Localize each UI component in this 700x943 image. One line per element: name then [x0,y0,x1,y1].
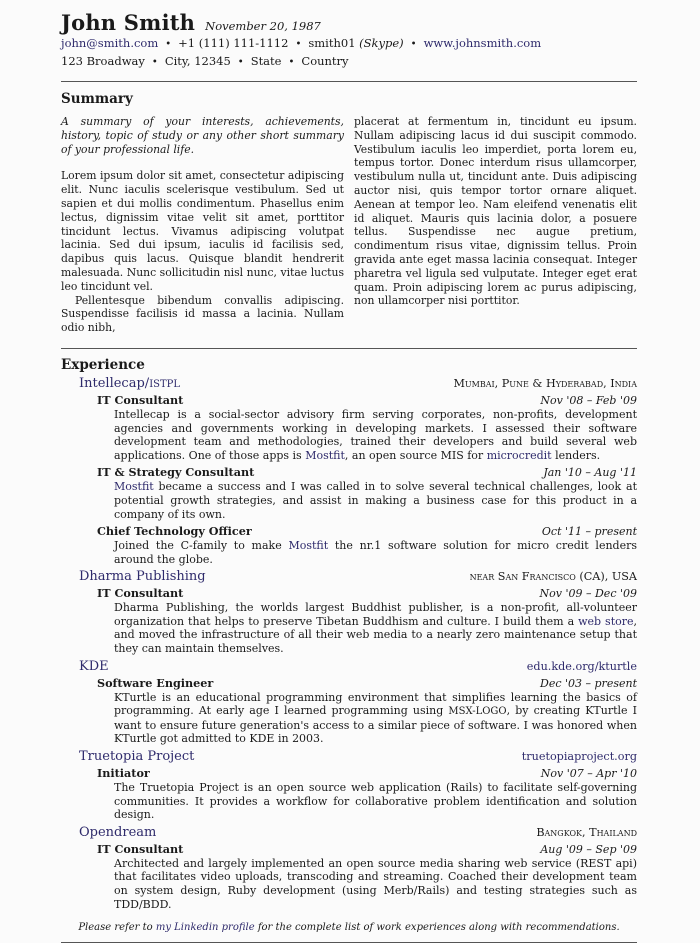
summary-left-column [61,115,344,335]
role-dates: Nov '07 – Apr '10 [540,767,637,781]
role-title: IT & Strategy Consultant [97,465,255,480]
address-state: State [250,54,282,68]
experience-entry-dharma [61,569,637,655]
org-website-link[interactable]: edu.kde.org/kturtle [526,659,637,673]
org-location: near San Francisco (CA), USA [469,570,637,584]
mostfit-link[interactable]: Mostfit [288,539,329,553]
summary-paragraph: Lorem ipsum dolor sit amet, consectetur adipiscing elit. Nunc iaculis scelerisque vestibulum. Sed ut sapien et dui mollis condimentum. Phasellus enim lectus, dignissim vitae velit sit amet, porttitor tincidunt lectus. Vivamus adipiscing volutpat lacinia. Sed dui ipsum, iaculis id facilisis sed, dapibus quis lacus. Quisque blandit hendrerit malesuada. Nunc sollicitudin nisl nunc, vitae luctus leo tincidunt vel. [61,169,344,293]
org-name[interactable]: Opendream [79,824,157,840]
role-description [114,408,637,462]
address-city: City, 12345 [164,54,231,68]
desc-text: the nr.1 software solution for micro credit lenders around the globe. [114,539,637,566]
org-name-text[interactable]: Intellecap [79,375,145,391]
resume-header [61,0,637,71]
footer-text: Please refer to [78,922,156,934]
contact-line [61,35,637,53]
role-title: IT Consultant [97,392,184,407]
desc-text: Intellecap is a social-sector advisory firm serving corporates, non-profits, development agencies and governments working in developing markets. I assessed their software development team and methodologies, trained their developers and build several web applications. One of those apps is [114,407,637,462]
web-store-link[interactable]: web store [578,614,634,628]
org-location: Mumbai, Pune & Hyderabad, India [453,376,637,390]
skype-id: smith01 [308,36,356,50]
candidate-name: John Smith [61,10,196,35]
role-dates: Nov '08 – Feb '09 [540,393,637,407]
org-name[interactable]: Dharma Publishing [79,569,206,585]
role-description [114,539,637,566]
summary-section [61,91,637,335]
bullet-separator: • [295,39,302,50]
role-description [114,601,637,655]
org-website-link[interactable]: truetopiaproject.org [521,750,637,764]
experience-entry-truetopia [61,749,637,822]
desc-text: became a success and I was called in to solve several technical challenges, look at potential growth strategies, and assist in making a business case for this product in a company of its own. [114,480,637,521]
linkedin-profile-link[interactable]: my Linkedin profile [155,922,255,934]
desc-text: KTurtle is an educational programming environment that simplifies learning the basics of programming. At early age I learned programming using [114,690,637,718]
role-title: Initiator [97,766,150,781]
org-name[interactable] [79,376,180,391]
footer-text: for the complete list of work experiences along with recommendations. [254,922,620,934]
divider [61,348,637,349]
role-title: IT Consultant [97,586,184,601]
desc-text: , and moved the infrastructure of all their web media to a nearly zero maintenance setup that they can maintain themselves. [114,614,637,656]
role-description: Architected and largely implemented an open source media sharing web service (REST api) that facilitates video uploads, transcoding and streaming. Coached their development team on system design, Ruby development (using Merb/Rails) and testing strategies such as TDD/BDD. [114,856,637,911]
mostfit-link[interactable]: Mostfit [114,480,154,494]
org-sub-link[interactable]: ISTPL [149,378,181,390]
mostfit-link[interactable]: Mostfit [305,448,345,462]
org-name[interactable]: Truetopia Project [79,749,195,765]
microcredit-link[interactable]: microcredit [486,448,552,462]
bullet-separator: • [237,57,244,68]
address-country: Country [301,54,349,68]
bullet-separator: • [165,39,172,50]
bullet-separator: • [410,39,417,50]
msx-logo-text: MSX-LOGO [448,706,507,718]
role-dates: Oct '11 – present [541,525,637,539]
experience-heading: Experience [61,356,145,373]
divider [61,81,637,82]
email-link[interactable]: john@smith.com [61,36,159,50]
org-name[interactable]: KDE [79,658,109,674]
desc-text: Dharma Publishing, the worlds largest Buddhist publisher, is a non-profit, all-volunteer organization that helps to preserve Tibetan Buddhism and culture. I build them a [114,601,637,628]
org-location: Bangkok, Thailand [536,825,637,839]
phone-number: +1 (111) 111-1112 [178,36,289,50]
role-dates: Aug '09 – Sep '09 [540,842,637,856]
bullet-separator: • [151,57,158,68]
summary-paragraph: Pellentesque bibendum convallis adipiscing. Suspendisse facilisis id massa a lacinia. Nullam odio nibh, [61,293,344,335]
experience-entry-intellecap [61,376,637,566]
role-description: The Truetopia Project is an open source web application (Rails) to facilitate self-governing communities. It provides a workflow for collaborative problem identification and solution design. [114,781,637,822]
role-dates: Dec '03 – present [540,676,637,690]
role-title: Software Engineer [97,675,214,690]
summary-right-column [354,115,637,335]
role-title: Chief Technology Officer [97,524,252,539]
desc-text: , by creating KTurtle I want to ensure future generation's access to a similar piece of software. I was honored when KTurtle got admitted to KDE in 2003. [114,704,637,746]
role-dates: Nov '09 – Dec '09 [539,587,637,601]
bullet-separator: • [288,57,295,68]
experience-entry-opendream [61,825,637,911]
desc-text: , an open source MIS for [344,448,487,462]
role-title: IT Consultant [97,841,184,856]
org-slash: / [144,375,150,391]
role-dates: Jan '10 – Aug '11 [543,466,637,480]
address-street: 123 Broadway [61,54,145,68]
summary-heading: Summary [61,91,133,107]
website-link[interactable]: www.johnsmith.com [423,36,542,50]
address-line [61,53,637,71]
experience-section [61,357,637,933]
skype-label: (Skype) [359,36,404,50]
desc-text: Joined the C-family to make [114,539,289,553]
summary-intro: A summary of your interests, achievements, history, topic of study or any other short summary of your professional life. [61,115,344,156]
summary-paragraph: placerat at fermentum in, tincidunt eu ipsum. Nullam adipiscing lacus id dui suscipit commodo. Vestibulum iaculis leo imperdiet, porta lorem eu, tempus tortor. Donec interdum risus ullamcorper, vestibulum nulla ut, tincidunt ante. Duis adipiscing auctor nisi, quis tempor tortor ornare aliquet. Aenean at tempor leo. Nam eleifend venenatis elit id aliquet. Mauris quis lacinia dolor, a posuere tellus. Suspendisse nec augue pretium, condimentum risus vitae, dignissim tellus. Proin gravida ante eget massa lacinia consequat. Integer pharetra vel ligula sed vulputate. Integer eget erat quam. Proin adipiscing lorem ac purus adipiscing, non ullamcorper nisi porttitor. [354,115,637,308]
role-description [114,480,637,521]
desc-text: lenders. [551,448,601,462]
footer-note [61,922,637,933]
role-description [114,691,637,746]
date-of-birth: November 20, 1987 [205,19,321,33]
experience-entry-kde [61,659,637,746]
resume-page [61,0,637,943]
